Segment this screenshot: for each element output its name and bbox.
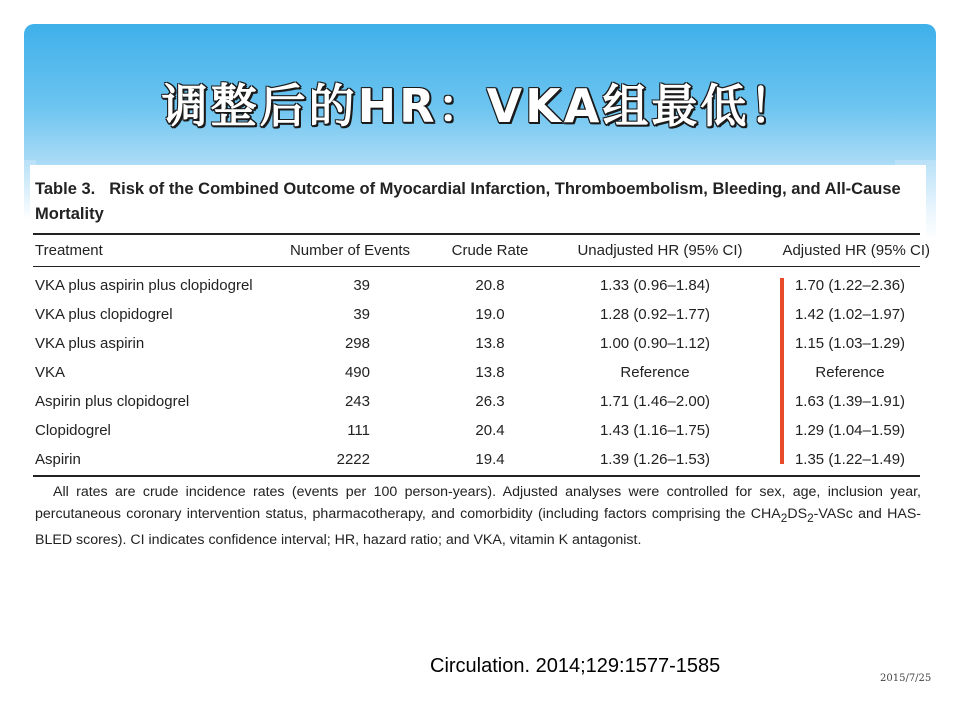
table-top-rule xyxy=(33,233,920,235)
row-crude-rate: 13.8 xyxy=(475,335,505,352)
row-crude-rate: 19.0 xyxy=(475,306,505,323)
footnote-part1: All rates are crude incidence rates (events per 100 person-years). Adjusted analyses were controlled for sex, age, inclusion year, percutaneous coronary intervention status, pharmacotherapy, and comorbidity (including factors comprising the CHA xyxy=(35,484,921,522)
header-treatment: Treatment xyxy=(35,242,103,259)
row-unadjusted-hr: 1.28 (0.92–1.77) xyxy=(599,306,711,323)
table-number: Table 3. xyxy=(35,180,96,198)
row-adjusted-hr: 1.42 (1.02–1.97) xyxy=(794,306,906,323)
table-caption-text: Risk of the Combined Outcome of Myocardial Infarction, Thromboembolism, Bleeding, and All-Cause Mortality xyxy=(35,180,901,223)
row-unadjusted-hr: Reference xyxy=(620,364,690,381)
table-header-rule xyxy=(33,266,920,267)
row-unadjusted-hr: 1.33 (0.96–1.84) xyxy=(599,277,711,294)
row-treatment: Clopidogrel xyxy=(35,422,111,439)
row-treatment: VKA xyxy=(35,364,66,381)
row-events: 39 xyxy=(353,277,370,294)
row-crude-rate: 19.4 xyxy=(475,451,505,468)
header-adjusted-hr: Adjusted HR (95% CI) xyxy=(782,242,930,259)
row-events: 490 xyxy=(344,364,370,381)
table-footnote xyxy=(35,481,921,551)
row-adjusted-hr: 1.70 (1.22–2.36) xyxy=(794,277,906,294)
row-unadjusted-hr: 1.43 (1.16–1.75) xyxy=(599,422,711,439)
header-crude-rate: Crude Rate xyxy=(451,242,529,259)
adjusted-hr-highlight xyxy=(780,278,784,464)
row-adjusted-hr: 1.63 (1.39–1.91) xyxy=(794,393,906,410)
row-adjusted-hr: 1.35 (1.22–1.49) xyxy=(794,451,906,468)
header-unadjusted-hr: Unadjusted HR (95% CI) xyxy=(577,242,743,259)
row-treatment: VKA plus clopidogrel xyxy=(35,306,173,323)
row-events: 298 xyxy=(344,335,370,352)
citation: Circulation. 2014;129:1577-1585 xyxy=(430,655,721,677)
row-events: 243 xyxy=(344,393,370,410)
row-adjusted-hr: 1.15 (1.03–1.29) xyxy=(794,335,906,352)
results-table xyxy=(30,165,930,550)
row-adjusted-hr: Reference xyxy=(815,364,885,381)
row-treatment: VKA plus aspirin xyxy=(35,335,145,352)
row-unadjusted-hr: 1.39 (1.26–1.53) xyxy=(599,451,711,468)
row-crude-rate: 20.8 xyxy=(475,277,505,294)
row-treatment: VKA plus aspirin plus clopidogrel xyxy=(35,277,253,294)
row-treatment: Aspirin plus clopidogrel xyxy=(35,393,190,410)
table-bottom-rule xyxy=(33,475,920,477)
header-events: Number of Events xyxy=(289,242,411,259)
footnote-part3: -VASc and HAS-BLED scores). CI indicates confidence interval; HR, hazard ratio; and VKA, vitamin K antagonist. xyxy=(35,506,922,548)
row-crude-rate: 20.4 xyxy=(475,422,505,439)
slide-date: 2015/7/25 xyxy=(880,673,932,684)
row-crude-rate: 13.8 xyxy=(475,364,505,381)
row-crude-rate: 26.3 xyxy=(475,393,505,410)
row-events: 2222 xyxy=(336,451,370,468)
row-adjusted-hr: 1.29 (1.04–1.59) xyxy=(794,422,906,439)
row-unadjusted-hr: 1.00 (0.90–1.12) xyxy=(599,335,711,352)
row-events: 39 xyxy=(353,306,370,323)
footnote-part2: DS xyxy=(787,506,808,522)
row-events: 111 xyxy=(347,422,370,439)
footnote-sub1: 2 xyxy=(780,510,788,525)
slide-title: 调整后的HR：VKA组最低！ xyxy=(161,79,799,133)
table-caption xyxy=(35,177,915,227)
row-unadjusted-hr: 1.71 (1.46–2.00) xyxy=(599,393,711,410)
row-treatment: Aspirin xyxy=(35,451,81,468)
footnote-sub2: 2 xyxy=(807,510,814,525)
